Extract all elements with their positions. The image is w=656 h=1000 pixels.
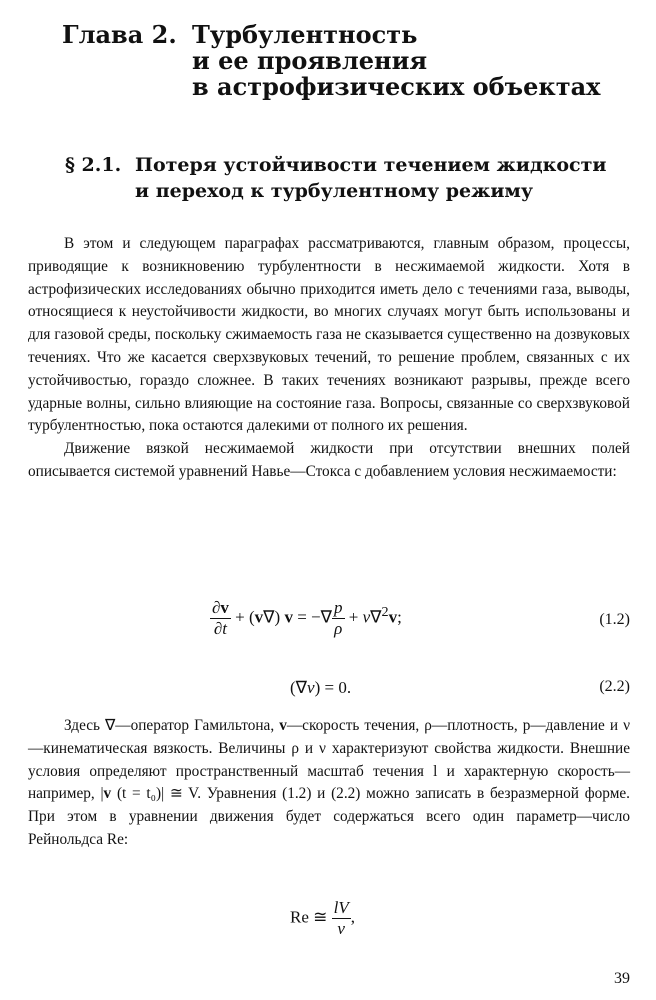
equation-2-expression: (∇v) = 0. [290, 678, 352, 697]
section-title-line-2: и переход к турбулентному режиму [135, 180, 534, 202]
chapter-title-line-1: Турбулентность [192, 20, 418, 49]
equation-1-number: (1.2) [599, 611, 630, 628]
paragraph-3: Здесь ∇—оператор Гамильтона, v—скорость течения, ρ—плотность, p—давление и ν—кинематическая вязкость. Величины ρ и ν характеризуют свойства жидкости. Внешние условия определяют пространственный масштаб течения l и характерную скорость—например, |v (t = t₀)| ≅ V. Уравнения (1.2) и (2.2) можно записать в безразмерной форме. При этом в уравнении движения будет содержаться всего один параметр—число Рейнольдса Re: [28, 717, 631, 848]
equation-3-expression: Re ≅ $\frac{lV}{\nu}$ , [290, 898, 355, 938]
equation-2 [28, 678, 630, 702]
chapter-title-line-3: в астрофизических объектах [192, 72, 601, 101]
equation-1 [28, 598, 630, 648]
chapter-title-line-2: и ее проявления [192, 46, 428, 75]
chapter-number: Глава 2. [62, 20, 177, 49]
equation-1-expression: $\frac{\partial v}{\partial t}$ + (v∇) v = −∇ $\frac{p}{\rho}$ + ν∇$^2$v; [212, 598, 402, 638]
equation-3 [28, 898, 630, 948]
paragraph-1: В этом и следующем параграфах рассматриваются, главным образом, процессы, приводящие к возникновению турбулентности в несжимаемой жидкости. Хотя в астрофизических исследованиях обычно приходится иметь дело с течениями газа, выводы, относящиеся к неустойчивости жидкости, во многих случаях могут быть использованы и для газовой среды, поскольку сжимаемость газа не сказывается существенно на дозвуковых течениях. Что же касается сверхзвуковых течений, то решение проблем, связанных с их устойчивостью, гораздо сложнее. В таких течениях возникают разрывы, прежде всего ударные волны, сильно влияющие на состояние газа. Вопросы, связанные со сверхзвуковой турбулентностью, пока остаются далекими от полного их решения. [28, 235, 630, 435]
section-number: § 2.1. [65, 154, 122, 176]
equation-2-number: (2.2) [599, 678, 630, 695]
page-number: 39 [614, 970, 630, 987]
section-title-line-1: Потеря устойчивости течением жидкости [135, 154, 607, 176]
paragraph-2: Движение вязкой несжимаемой жидкости при отсутствии внешних полей описывается системой уравнений Навье—Стокса с добавлением условия несжимаемости: [28, 440, 630, 480]
body-text-top [28, 233, 630, 484]
body-text-bottom [28, 715, 630, 852]
